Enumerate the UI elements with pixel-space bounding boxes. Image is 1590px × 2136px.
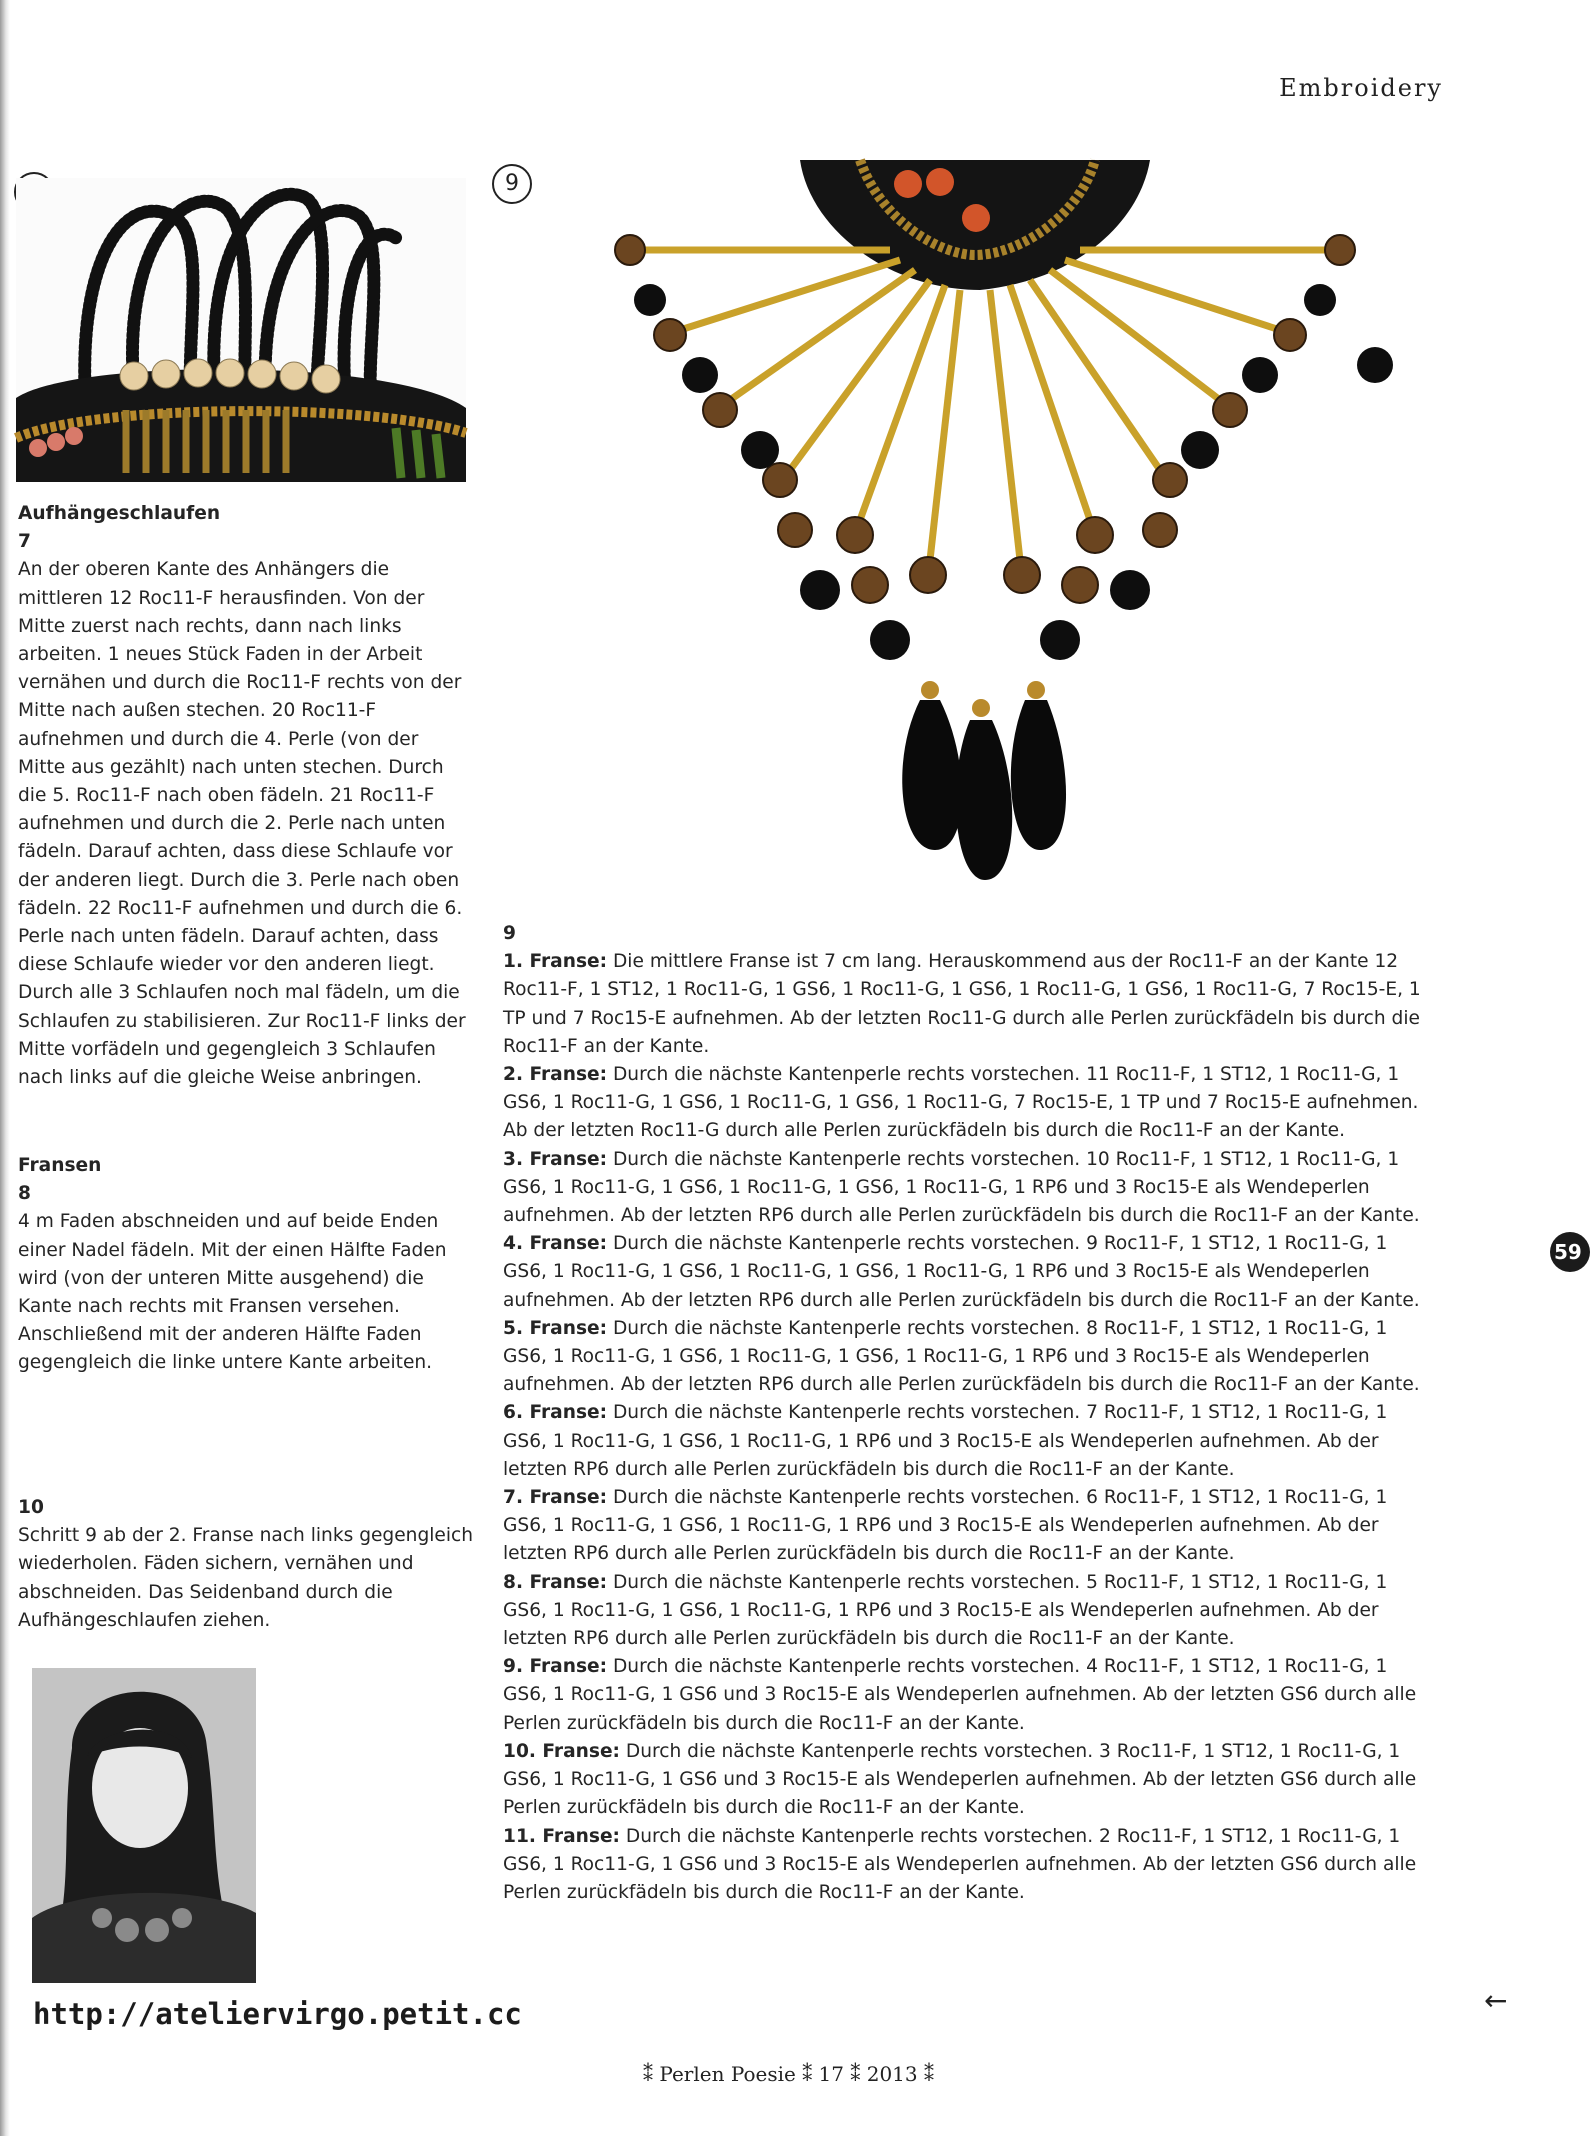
step-number: 9 xyxy=(503,923,516,944)
fringe-list xyxy=(503,948,1423,1907)
step-9-section xyxy=(503,920,1423,1907)
step-number: 7 xyxy=(18,531,31,553)
figure-7-photo xyxy=(16,178,466,482)
fringe-text: Durch die nächste Kantenperle rechts vorstechen. 6 Roc11-F, 1 ST12, 1 Roc11-G, 1 GS6, 1 Roc11-G, 1 GS6, 1 Roc11-G, 1 RP6 und 3 Roc15-E als Wendeperlen aufnehmen. Ab der letzten RP6 durch alle Perlen zurückfädeln bis durch die Roc11-F an der Kante. xyxy=(503,1487,1388,1565)
fringe-item xyxy=(503,1061,1423,1146)
instruction-text: Schritt 9 ab der 2. Franse nach links gegengleich wiederholen. Fäden sichern, vernähen und abschneiden. Das Seidenband durch die Aufhängeschlaufen ziehen. xyxy=(18,1525,474,1631)
step-number: 10 xyxy=(18,1497,44,1518)
fringe-item xyxy=(503,1653,1423,1738)
fringe-item xyxy=(503,1569,1423,1654)
section-heading: Aufhängeschlaufen xyxy=(18,503,221,524)
fringe-item xyxy=(503,1399,1423,1484)
fringe-label: 4. Franse: xyxy=(503,1233,608,1255)
step-number: 8 xyxy=(18,1183,31,1205)
fringe-item xyxy=(503,948,1423,1061)
fringe-item xyxy=(503,1315,1423,1400)
fringe-label: 2. Franse: xyxy=(503,1064,608,1086)
fringe-item xyxy=(503,1738,1423,1823)
figure-9-marker: 9 xyxy=(492,164,532,204)
instruction-text: An der oberen Kante des Anhängers die mittleren 12 Roc11-F herausfinden. Von der Mitte zuerst nach rechts, dann nach links arbeiten. 1 neues Stück Faden in der Arbeit vernähen und durch die Roc11-F rechts von der Mitte nach außen stechen. 20 Roc11-F aufnehmen und durch die 4. Perle (von der Mitte aus gezählt) nach unten stechen. Durch die 5. Roc11-F nach oben fädeln. 21 Roc11-F aufnehmen und durch die 2. Perle nach unten fädeln. Darauf achten, dass diese Schlaufe vor der anderen liegt. Durch die 3. Perle nach oben fädeln. 22 Roc11-F aufnehmen und durch die 6. Perle nach unten fädeln. Darauf achten, dass diese Schlaufe wieder vor den anderen liegt. Durch alle 3 Schlaufen noch mal fädeln, um die Schlaufen zu stabilisieren. Zur Roc11-F links der Mitte vorfädeln und gegengleich 3 Schlaufen nach links auf die gleiche Weise anbringen. xyxy=(18,559,466,1089)
fringe-label: 9. Franse: xyxy=(503,1656,608,1678)
fringe-label: 7. Franse: xyxy=(503,1487,608,1509)
page-number-badge: 59 xyxy=(1550,1232,1590,1272)
fringe-label: 3. Franse: xyxy=(503,1148,608,1170)
fringe-text: Durch die nächste Kantenperle rechts vorstechen. 9 Roc11-F, 1 ST12, 1 Roc11-G, 1 GS6, 1 Roc11-G, 1 GS6, 1 Roc11-G, 1 GS6, 1 Roc11-G, 1 RP6 und 3 Roc15-E als Wendeperlen aufnehmen. Ab der letzten RP6 durch alle Perlen zurückfädeln bis durch die Roc11-F an der Kante. xyxy=(503,1233,1420,1311)
hanging-loops-section xyxy=(18,500,470,1092)
fringe-item xyxy=(503,1484,1423,1569)
fringe-text: Durch die nächste Kantenperle rechts vorstechen. 2 Roc11-F, 1 ST12, 1 Roc11-G, 1 GS6, 1 Roc11-G, 1 GS6 und 3 Roc15-E als Wendeperlen aufnehmen. Ab der letzten GS6 durch alle Perlen zurückfädeln bis durch die Roc11-F an der Kante. xyxy=(503,1825,1417,1903)
fringe-item xyxy=(503,1146,1423,1231)
fringe-label: 1. Franse: xyxy=(503,951,608,973)
author-portrait xyxy=(32,1668,256,1983)
section-heading: Fransen xyxy=(18,1155,102,1176)
section-title: Embroidery xyxy=(1279,74,1443,102)
fringe-text: Die mittlere Franse ist 7 cm lang. Herauskommend aus der Roc11-F an der Kante 12 Roc11-F, 1 ST12, 1 Roc11-G, 1 GS6, 1 Roc11-G, 1 GS6, 1 Roc11-G, 1 GS6, 1 Roc11-G, 7 Roc15-E, 1 TP und 7 Roc15-E aufnehmen. Ab der letzten Roc11-G durch alle Perlen zurückfädeln bis durch die Roc11-F an der Kante. xyxy=(503,951,1421,1057)
fringe-text: Durch die nächste Kantenperle rechts vorstechen. 10 Roc11-F, 1 ST12, 1 Roc11-G, 1 GS6, 1 Roc11-G, 1 GS6, 1 Roc11-G, 1 GS6, 1 Roc11-G, 1 RP6 und 3 Roc15-E als Wendeperlen aufnehmen. Ab der letzten RP6 durch alle Perlen zurückfädeln bis durch die Roc11-F an der Kante. xyxy=(503,1148,1420,1227)
instruction-text: 4 m Faden abschneiden und auf beide Enden einer Nadel fädeln. Mit der einen Hälfte Faden wird (von der unteren Mitte ausgehend) die Kante nach rechts mit Fransen versehen. Anschließend mit der anderen Hälfte Faden gegengleich die linke untere Kante arbeiten. xyxy=(18,1211,447,1374)
fringes-section xyxy=(18,1152,470,1378)
step-10-section xyxy=(18,1494,478,1635)
website-url: http://ateliervirgo.petit.cc xyxy=(33,1997,522,2031)
fringe-text: Durch die nächste Kantenperle rechts vorstechen. 3 Roc11-F, 1 ST12, 1 Roc11-G, 1 GS6, 1 Roc11-G, 1 GS6 und 3 Roc15-E als Wendeperlen aufnehmen. Ab der letzten GS6 durch alle Perlen zurückfädeln bis durch die Roc11-F an der Kante. xyxy=(503,1740,1417,1819)
fringe-text: Durch die nächste Kantenperle rechts vorstechen. 4 Roc11-F, 1 ST12, 1 Roc11-G, 1 GS6, 1 Roc11-G, 1 GS6 und 3 Roc15-E als Wendeperlen aufnehmen. Ab der letzten GS6 durch alle Perlen zurückfädeln bis durch die Roc11-F an der Kante. xyxy=(503,1656,1417,1734)
fringe-text: Durch die nächste Kantenperle rechts vorstechen. 11 Roc11-F, 1 ST12, 1 Roc11-G, 1 GS6, 1 Roc11-G, 1 GS6, 1 Roc11-G, 1 GS6, 1 Roc11-G, 7 Roc15-E, 1 TP und 7 Roc15-E aufnehmen. Ab der letzten Roc11-G durch alle Perlen zurückfädeln bis durch die Roc11-F an der Kante. xyxy=(503,1064,1419,1142)
page-binding-shadow xyxy=(0,0,10,2136)
fringe-label: 6. Franse: xyxy=(503,1402,608,1424)
fringe-label: 5. Franse: xyxy=(503,1317,608,1339)
figure-9-photo xyxy=(560,160,1440,880)
fringe-text: Durch die nächste Kantenperle rechts vorstechen. 7 Roc11-F, 1 ST12, 1 Roc11-G, 1 GS6, 1 Roc11-G, 1 GS6, 1 Roc11-G, 1 RP6 und 3 Roc15-E als Wendeperlen aufnehmen. Ab der letzten RP6 durch alle Perlen zurückfädeln bis durch die Roc11-F an der Kante. xyxy=(503,1402,1388,1480)
fringe-text: Durch die nächste Kantenperle rechts vorstechen. 8 Roc11-F, 1 ST12, 1 Roc11-G, 1 GS6, 1 Roc11-G, 1 GS6, 1 Roc11-G, 1 GS6, 1 Roc11-G, 1 RP6 und 3 Roc15-E als Wendeperlen aufnehmen. Ab der letzten RP6 durch alle Perlen zurückfädeln bis durch die Roc11-F an der Kante. xyxy=(503,1317,1420,1396)
fringe-item xyxy=(503,1230,1423,1315)
magazine-footer: ⁑ Perlen Poesie ⁑ 17 ⁑ 2013 ⁑ xyxy=(643,2062,934,2086)
fringe-item xyxy=(503,1823,1423,1908)
fringe-text: Durch die nächste Kantenperle rechts vorstechen. 5 Roc11-F, 1 ST12, 1 Roc11-G, 1 GS6, 1 Roc11-G, 1 GS6, 1 Roc11-G, 1 RP6 und 3 Roc15-E als Wendeperlen aufnehmen. Ab der letzten RP6 durch alle Perlen zurückfädeln bis durch die Roc11-F an der Kante. xyxy=(503,1571,1388,1650)
back-arrow-icon: ← xyxy=(1484,1984,1508,2017)
fringe-label: 8. Franse: xyxy=(503,1571,608,1593)
fringe-label: 11. Franse: xyxy=(503,1825,620,1847)
fringe-label: 10. Franse: xyxy=(503,1740,620,1762)
